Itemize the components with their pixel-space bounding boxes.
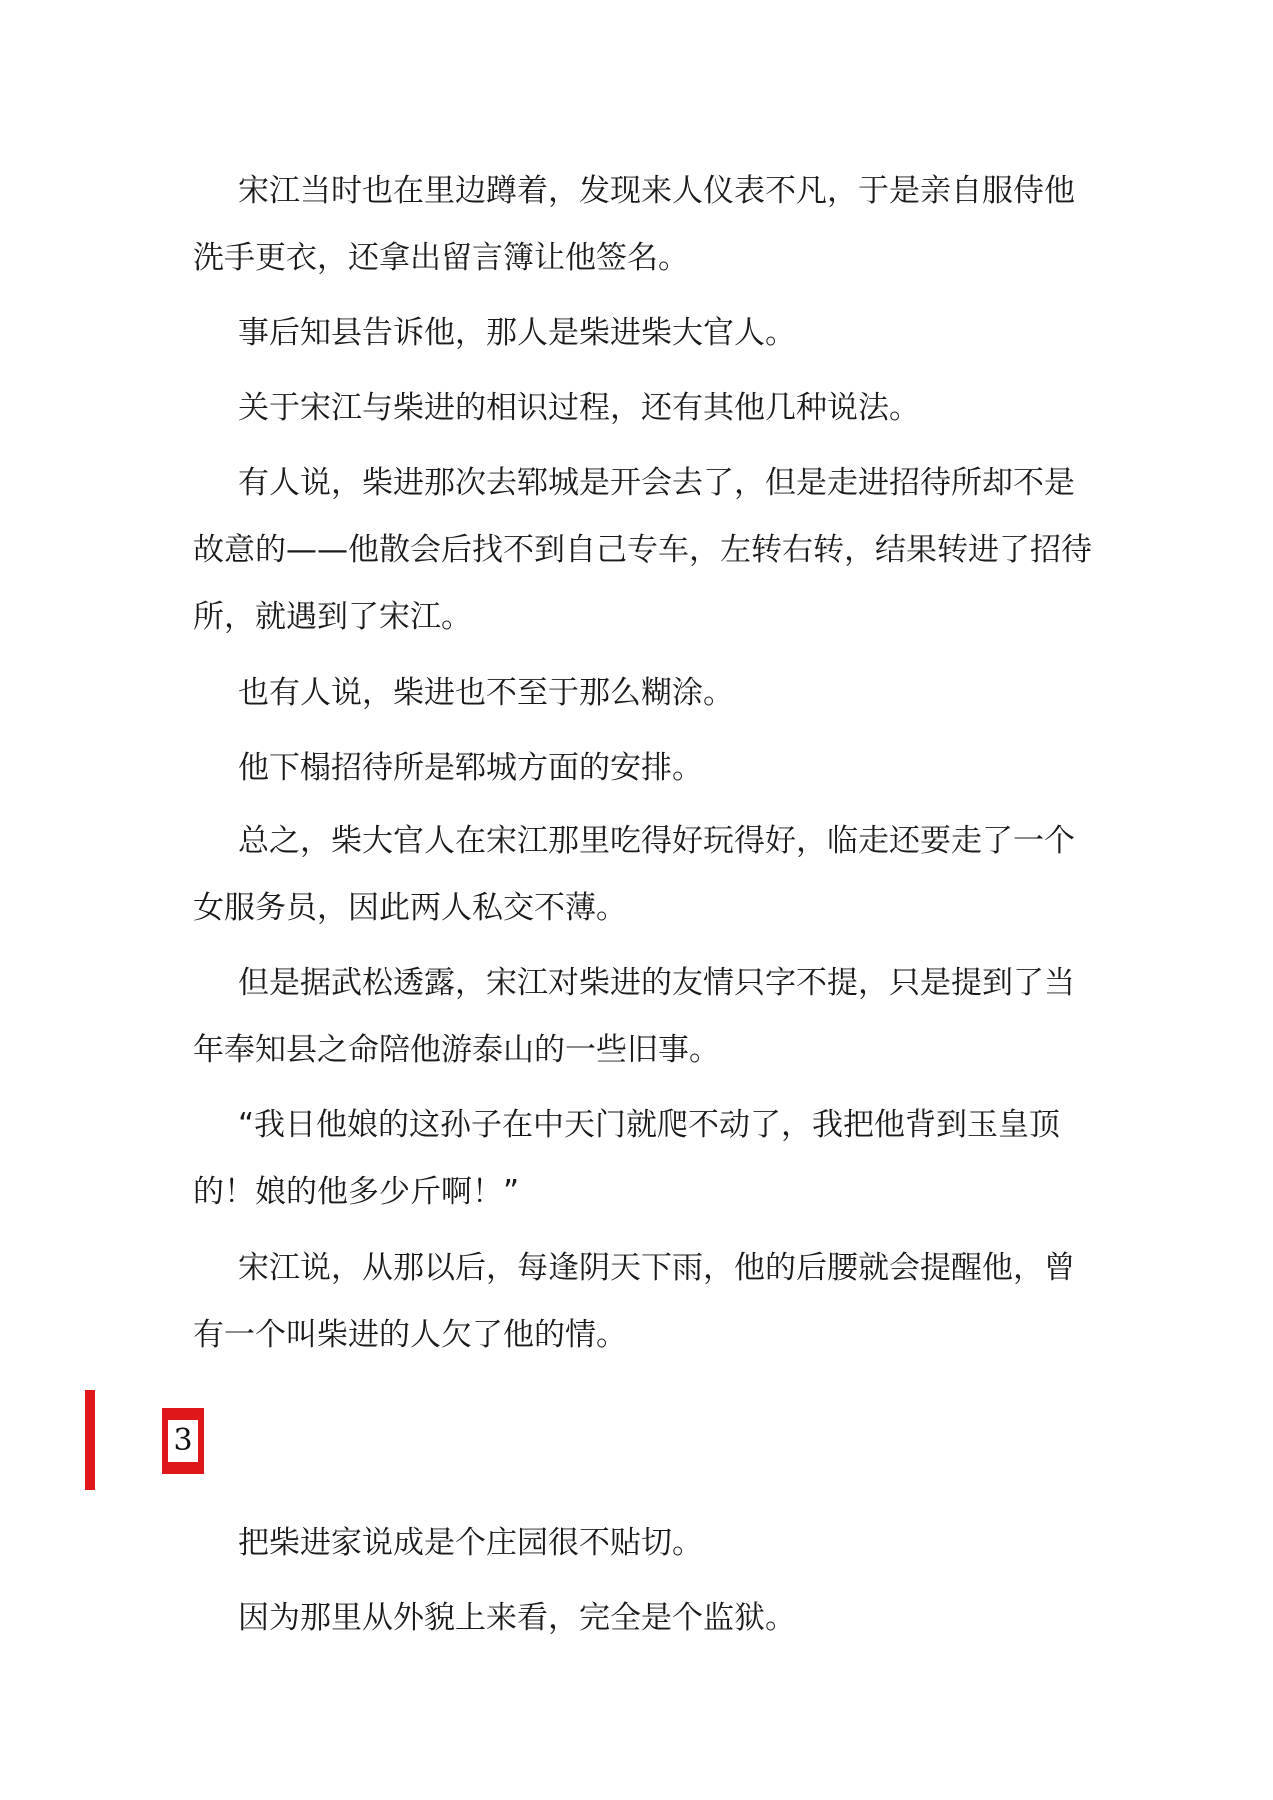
paragraph: “我日他娘的这孙子在中天门就爬不动了，我把他背到玉皇顶的！娘的他多少斤啊！” (193, 1107, 1061, 1210)
section-number-box (162, 1408, 204, 1474)
paragraph: 因为那里从外貌上来看，完全是个监狱。 (238, 1600, 796, 1636)
paragraph: 也有人说，柴进也不至于那么糊涂。 (238, 675, 734, 711)
paragraph: 事后知县告诉他，那人是柴进柴大官人。 (238, 315, 796, 351)
section-number: 3 (168, 1420, 198, 1462)
paragraph: 关于宋江与柴进的相识过程，还有其他几种说法。 (238, 390, 920, 426)
paragraph: 宋江说，从那以后，每逢阴天下雨，他的后腰就会提醒他，曾有一个叫柴进的人欠了他的情。 (193, 1250, 1075, 1353)
paragraph: 宋江当时也在里边蹲着，发现来人仪表不凡，于是亲自服侍他洗手更衣，还拿出留言簿让他签名。 (193, 173, 1075, 276)
paragraph: 但是据武松透露，宋江对柴进的友情只字不提，只是提到了当年奉知县之命陪他游泰山的一些旧事。 (193, 965, 1075, 1068)
section-marker-bar (85, 1390, 95, 1490)
paragraph: 把柴进家说成是个庄园很不贴切。 (238, 1525, 703, 1561)
paragraph: 总之，柴大官人在宋江那里吃得好玩得好，临走还要走了一个女服务员，因此两人私交不薄。 (193, 823, 1075, 926)
paragraph: 有人说，柴进那次去郓城是开会去了，但是走进招待所却不是故意的——他散会后找不到自己专车，左转右转，结果转进了招待所，就遇到了宋江。 (193, 465, 1092, 635)
paragraph: 他下榻招待所是郓城方面的安排。 (238, 750, 703, 786)
